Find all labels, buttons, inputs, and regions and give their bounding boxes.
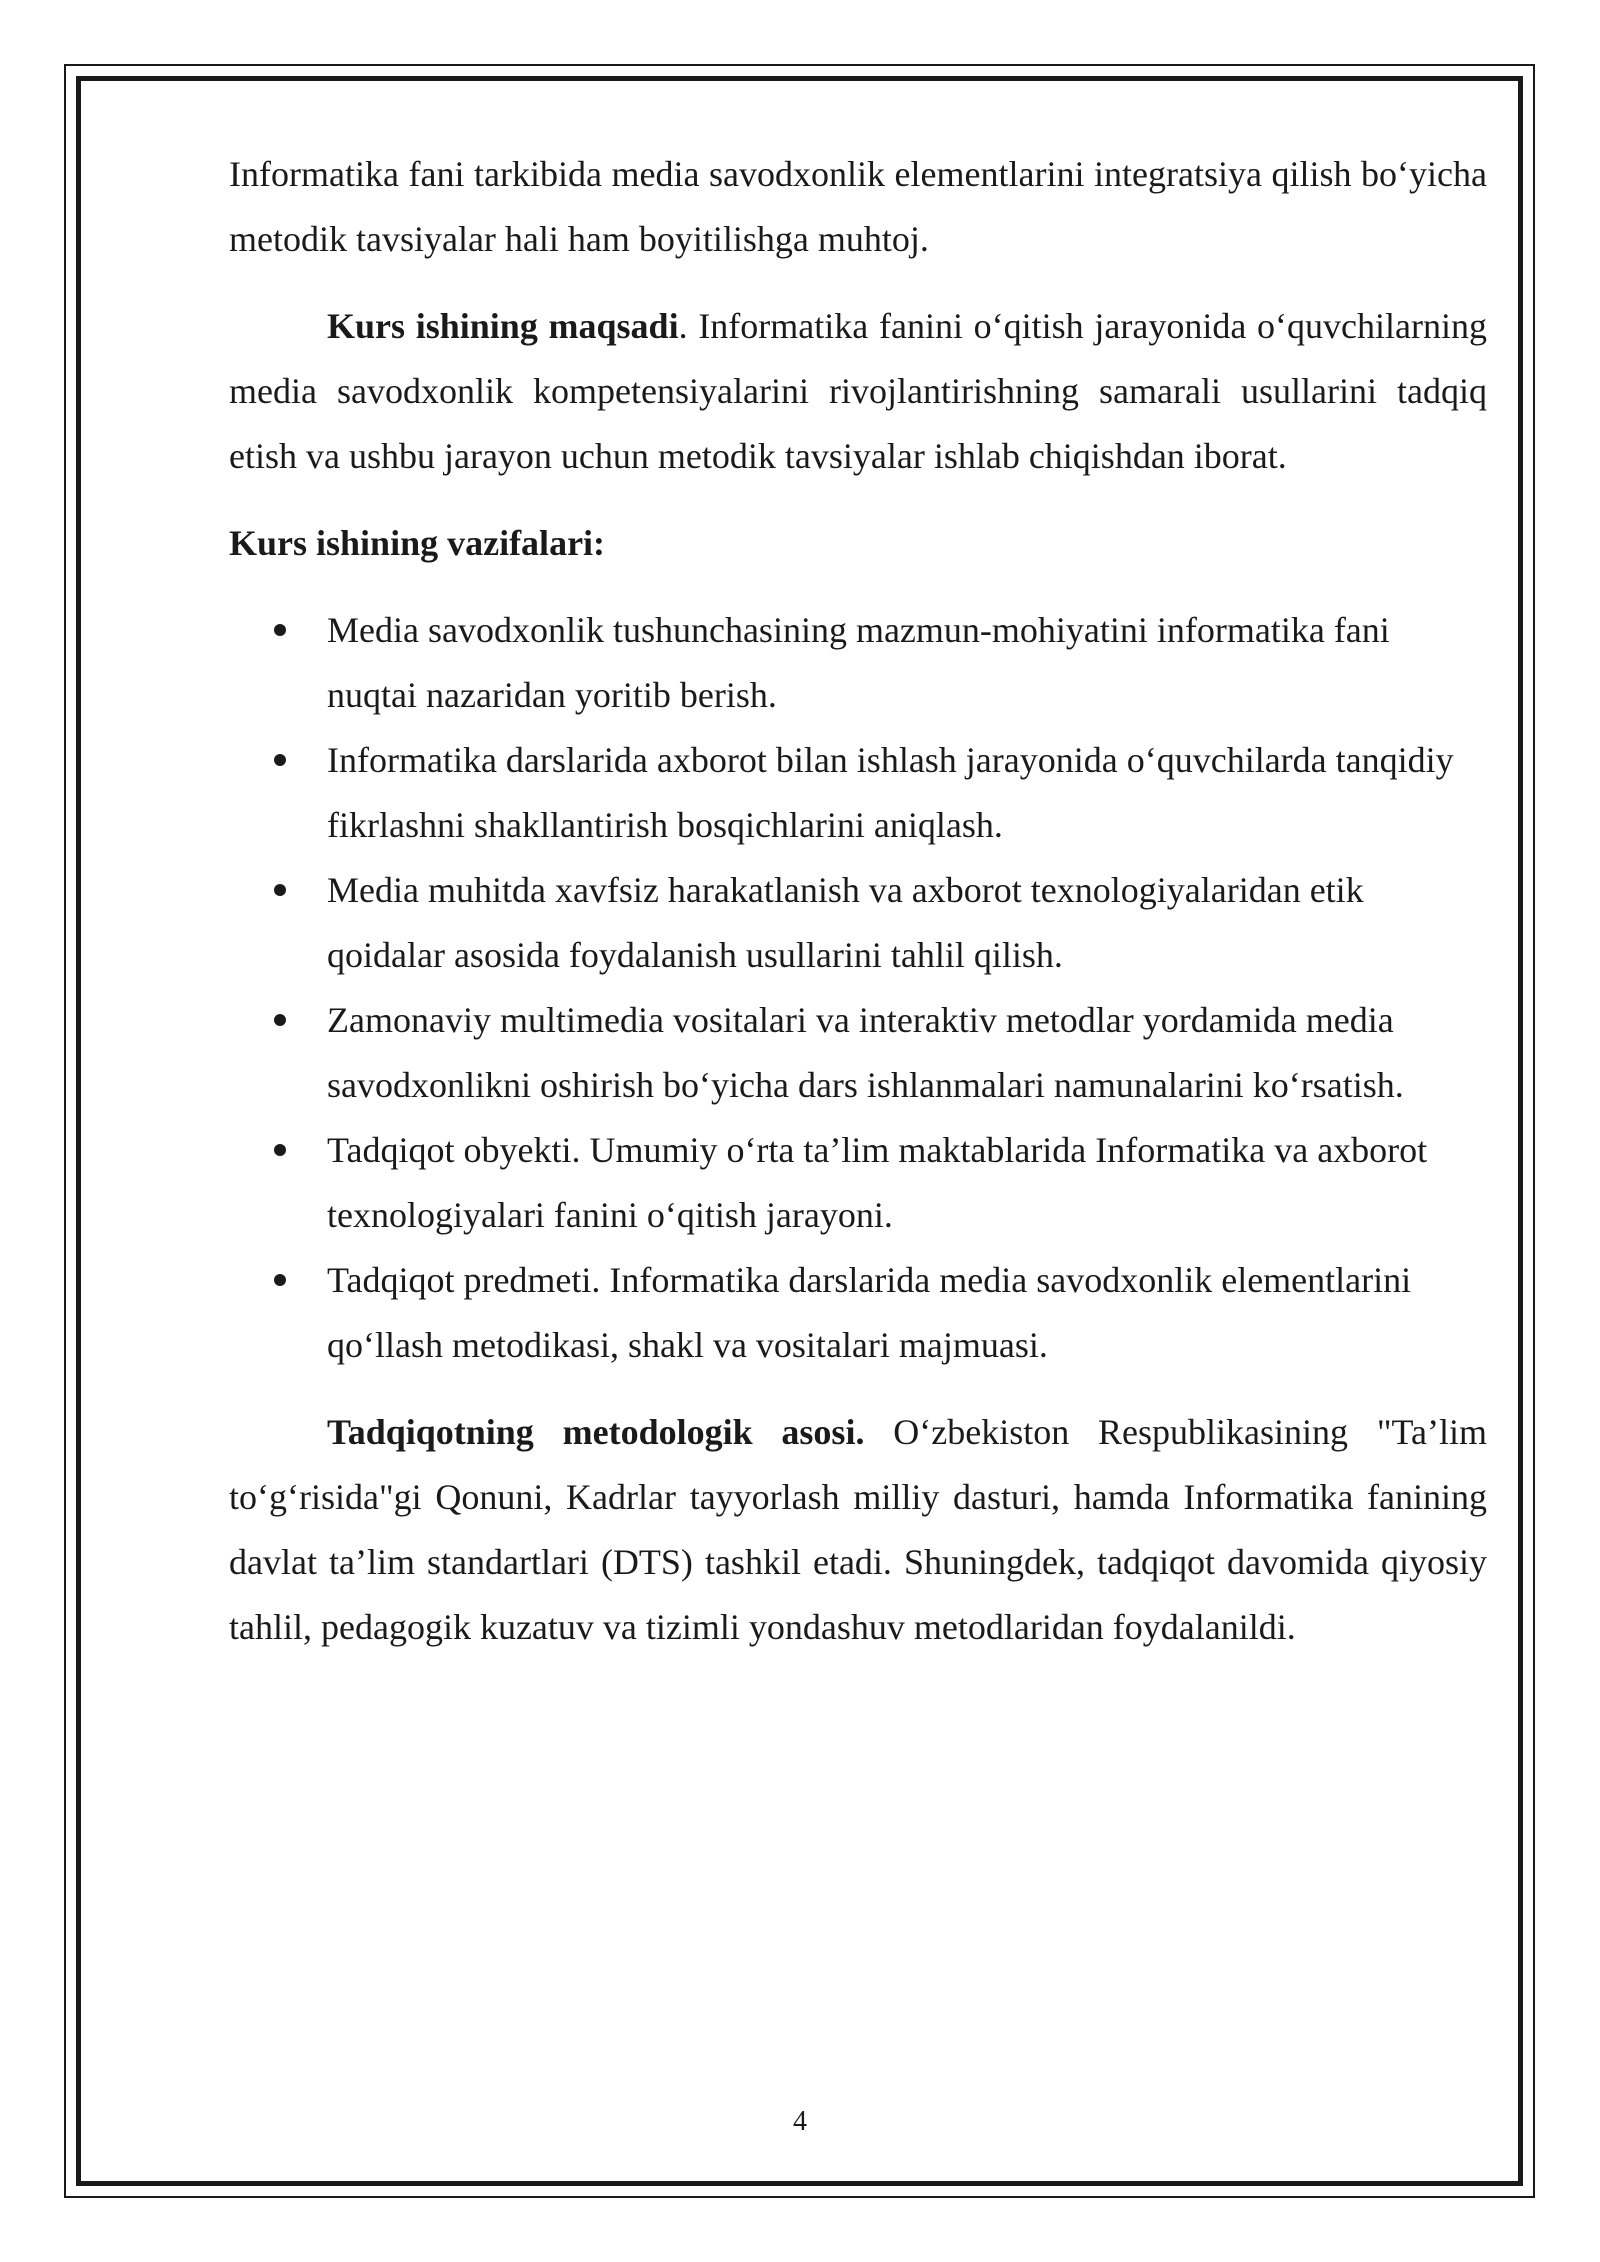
- task-text: Media muhitda xavfsiz harakatlanish va axborot texnologiyalaridan etik qoidalar asosida foydalanish usullarini tahlil qilish.: [327, 870, 1364, 975]
- task-text: Media savodxonlik tushunchasining mazmun-mohiyatini informatika fani nuqtai nazaridan yoritib berish.: [327, 610, 1390, 715]
- list-item: [229, 728, 1487, 858]
- tasks-heading-text: Kurs ishining vazifalari:: [229, 523, 606, 563]
- list-item: [229, 988, 1487, 1118]
- bullet-icon: [274, 1274, 286, 1286]
- bullet-icon: [274, 754, 286, 766]
- task-text: Informatika darslarida axborot bilan ishlash jarayonida o‘quvchilarda tanqidiy fikrlashni shakllantirish bosqichlarini aniqlash.: [327, 740, 1454, 845]
- list-item: [229, 598, 1487, 728]
- goal-heading: Kurs ishining maqsadi: [327, 306, 679, 346]
- list-item: [229, 1118, 1487, 1248]
- tasks-heading: [229, 511, 1487, 576]
- tasks-list: [229, 598, 1487, 1378]
- paragraph-intro: Informatika fani tarkibida media savodxonlik elementlarini integratsiya qilish bo‘yicha metodik tavsiyalar hali ham boyitilishga muhtoj.: [229, 154, 1487, 259]
- list-item: [229, 858, 1487, 988]
- task-text: Zamonaviy multimedia vositalari va interaktiv metodlar yordamida media savodxonlikni oshirish bo‘yicha dars ishlanmalari namunalarini ko‘rsatish.: [327, 1000, 1404, 1105]
- list-item: [229, 1248, 1487, 1378]
- goal-text: . Informatika fanini o‘qitish jarayonida o‘quvchilarning media savodxonlik kompetensiyalarini rivojlantirishning samarali usullarini tadqiq etish va ushbu jarayon uchun metodik tavsiyalar ishlab chiqishdan iborat.: [229, 306, 1487, 476]
- page-number: 4: [793, 2106, 807, 2137]
- bullet-icon: [274, 884, 286, 896]
- bullet-icon: [274, 1014, 286, 1026]
- methodology-text: O‘zbekiston Respublikasining "Ta’lim to‘g‘risida"gi Qonuni, Kadrlar tayyorlash milliy dasturi, hamda Informatika fanining davlat ta’lim standartlari (DTS) tashkil etadi. Shuningdek, tadqiqot davomida qiyosiy tahlil, pedagogik kuzatuv va tizimli yondashuv metodlaridan foydalanildi.: [229, 1412, 1487, 1647]
- bullet-icon: [274, 1144, 286, 1156]
- task-text: Tadqiqot predmeti. Informatika darslarida media savodxonlik elementlarini qo‘llash metodikasi, shakl va vositalari majmuasi.: [327, 1260, 1412, 1365]
- task-text: Tadqiqot obyekti. Umumiy o‘rta ta’lim maktablarida Informatika va axborot texnologiyalari fanini o‘qitish jarayoni.: [327, 1130, 1428, 1235]
- paragraph-goal: [229, 294, 1487, 489]
- bullet-icon: [274, 624, 286, 636]
- paragraph-methodology: [229, 1400, 1487, 1660]
- document-body: [229, 142, 1487, 1660]
- methodology-heading: Tadqiqotning metodologik asosi.: [327, 1412, 865, 1452]
